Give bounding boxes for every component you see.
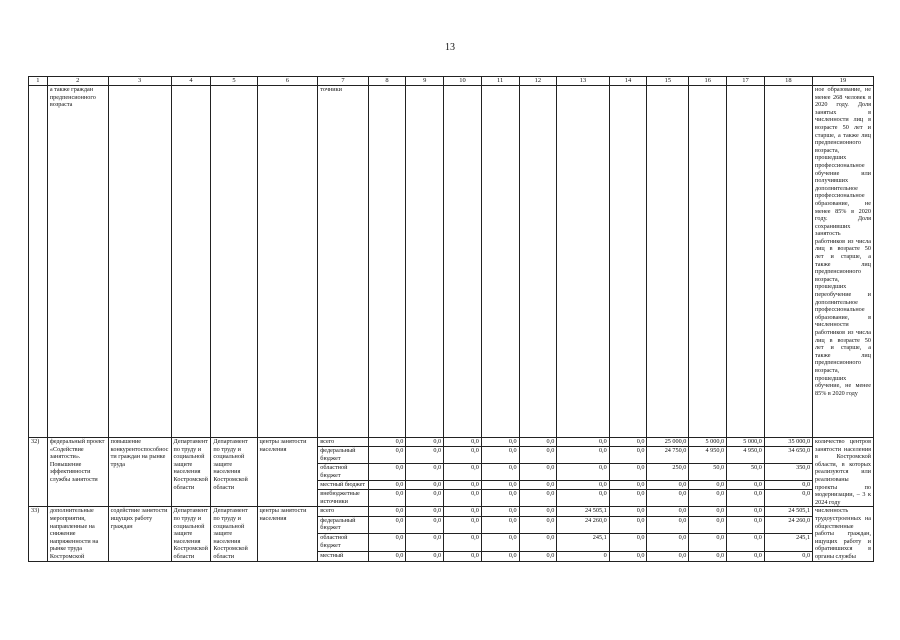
empty-cell — [481, 86, 519, 438]
empty-cell — [29, 86, 48, 438]
value-cell: 0,0 — [406, 464, 444, 481]
table-row — [29, 507, 874, 516]
value-cell: 0,0 — [444, 490, 482, 507]
value-cell: 4 950,0 — [689, 447, 727, 464]
cell-c2: а также граждан предпенсионного возраста — [47, 86, 108, 438]
column-number: 9 — [406, 77, 444, 86]
column-number-row — [29, 77, 874, 86]
funding-source: областной бюджет — [318, 464, 368, 481]
empty-cell — [257, 86, 318, 438]
value-cell: 350,0 — [764, 464, 812, 481]
value-cell: 5 000,0 — [727, 438, 765, 447]
value-cell: 0 — [557, 552, 609, 561]
cell-c19: ное образование, не менее 268 человек в 2020 году. Доля занятых в численности лиц в возрасте 50 лет и старше, а также лиц предпенсионного возраста, прошедших профессиональное обучение или получивших дополнительное профессиональное образование, не менее 85% в 2020 году. Доля сохранивших занятость работников из числа лиц в возрасте 50 лет и старше, а также лиц предпенсионного возраста, прошедших переобучение и дополнительное профессиональное образование, в численности работников из числа лиц в возрасте 50 лет и старше, а также лиц предпенсионного возраста, прошедших обучение, не менее 85% в 2020 году — [813, 86, 874, 438]
value-cell: 0,0 — [764, 552, 812, 561]
value-cell: 0,0 — [519, 534, 557, 552]
value-cell: 0,0 — [727, 490, 765, 507]
value-cell: 5 000,0 — [689, 438, 727, 447]
value-cell: 0,0 — [481, 438, 519, 447]
value-cell: 24 505,1 — [557, 507, 609, 516]
value-cell: 0,0 — [406, 552, 444, 561]
page-number: 13 — [445, 42, 455, 53]
value-cell: 0,0 — [557, 481, 609, 490]
value-cell: 245,1 — [764, 534, 812, 552]
funding-source: местный — [318, 552, 368, 561]
empty-cell — [108, 86, 171, 438]
empty-cell — [171, 86, 211, 438]
value-cell: 0,0 — [557, 490, 609, 507]
value-cell: 0,0 — [609, 481, 647, 490]
value-cell: 0,0 — [647, 516, 689, 534]
value-cell: 0,0 — [519, 516, 557, 534]
value-cell: 0,0 — [647, 507, 689, 516]
empty-cell — [444, 86, 482, 438]
value-cell: 0,0 — [727, 481, 765, 490]
value-cell: 0,0 — [647, 490, 689, 507]
column-number: 19 — [813, 77, 874, 86]
row-number: 32) — [29, 438, 48, 507]
empty-cell — [406, 86, 444, 438]
column-number: 5 — [211, 77, 257, 86]
value-cell: 0,0 — [764, 490, 812, 507]
value-cell: 250,0 — [647, 464, 689, 481]
value-cell: 0,0 — [519, 490, 557, 507]
value-cell: 0,0 — [647, 481, 689, 490]
value-cell: 0,0 — [481, 534, 519, 552]
value-cell: 0,0 — [689, 481, 727, 490]
value-cell: 0,0 — [519, 481, 557, 490]
value-cell: 0,0 — [481, 516, 519, 534]
column-number: 2 — [47, 77, 108, 86]
funding-source: всего — [318, 507, 368, 516]
value-cell: 0,0 — [444, 507, 482, 516]
value-cell: 50,0 — [689, 464, 727, 481]
column-number: 7 — [318, 77, 368, 86]
value-cell: 0,0 — [368, 481, 406, 490]
value-cell: 0,0 — [764, 481, 812, 490]
column-number: 17 — [727, 77, 765, 86]
empty-cell — [609, 86, 647, 438]
value-cell: 24 505,1 — [764, 507, 812, 516]
empty-cell — [368, 86, 406, 438]
value-cell: 0,0 — [609, 464, 647, 481]
value-cell: 34 650,0 — [764, 447, 812, 464]
row-number: 33) — [29, 507, 48, 561]
column-number: 1 — [29, 77, 48, 86]
value-cell: 0,0 — [609, 534, 647, 552]
column-number: 3 — [108, 77, 171, 86]
co-executor: Департамент по труду и социальной защите населения Костромской области — [211, 507, 257, 561]
value-cell: 24 260,0 — [764, 516, 812, 534]
value-cell: 0,0 — [557, 438, 609, 447]
column-number: 16 — [689, 77, 727, 86]
value-cell: 0,0 — [406, 516, 444, 534]
value-cell: 0,0 — [519, 438, 557, 447]
value-cell: 0,0 — [406, 481, 444, 490]
value-cell: 24 750,0 — [647, 447, 689, 464]
value-cell: 0,0 — [727, 534, 765, 552]
value-cell: 0,0 — [368, 490, 406, 507]
empty-cell — [689, 86, 727, 438]
value-cell: 50,0 — [727, 464, 765, 481]
empty-cell — [519, 86, 557, 438]
funding-source: федеральный бюджет — [318, 447, 368, 464]
value-cell: 0,0 — [444, 438, 482, 447]
funding-source: всего — [318, 438, 368, 447]
value-cell: 0,0 — [519, 447, 557, 464]
indicator: количество центров занятости населения в Костромской области, в которых реализуются или реализованы проекты по модернизации, – 3 к 2024 году — [813, 438, 874, 507]
value-cell: 0,0 — [647, 534, 689, 552]
task: повышение конкурентоспособности граждан на рынке труда — [108, 438, 171, 507]
value-cell: 0,0 — [689, 516, 727, 534]
value-cell: 0,0 — [368, 534, 406, 552]
empty-cell — [727, 86, 765, 438]
value-cell: 0,0 — [368, 438, 406, 447]
value-cell: 0,0 — [727, 516, 765, 534]
indicator: численность трудоустроенных на общественные работы граждан, ищущих работу и обратившихся в органы службы — [813, 507, 874, 561]
column-number: 10 — [444, 77, 482, 86]
value-cell: 0,0 — [609, 490, 647, 507]
empty-cell — [557, 86, 609, 438]
value-cell: 0,0 — [444, 447, 482, 464]
value-cell: 0,0 — [406, 447, 444, 464]
value-cell: 0,0 — [689, 490, 727, 507]
value-cell: 0,0 — [689, 534, 727, 552]
value-cell: 0,0 — [444, 464, 482, 481]
value-cell: 0,0 — [444, 552, 482, 561]
value-cell: 0,0 — [368, 507, 406, 516]
responsible: Департамент по труду и социальной защите населения Костромской области — [171, 438, 211, 507]
value-cell: 0,0 — [519, 507, 557, 516]
value-cell: 0,0 — [689, 507, 727, 516]
value-cell: 0,0 — [406, 490, 444, 507]
column-number: 15 — [647, 77, 689, 86]
column-number: 8 — [368, 77, 406, 86]
column-number: 14 — [609, 77, 647, 86]
cell-c7: точники — [318, 86, 368, 438]
value-cell: 245,1 — [557, 534, 609, 552]
value-cell: 0,0 — [647, 552, 689, 561]
value-cell: 0,0 — [406, 507, 444, 516]
value-cell: 24 260,0 — [557, 516, 609, 534]
task: содействие занятости ищущих работу граждан — [108, 507, 171, 561]
value-cell: 0,0 — [727, 552, 765, 561]
value-cell: 0,0 — [609, 438, 647, 447]
value-cell: 0,0 — [609, 507, 647, 516]
value-cell: 0,0 — [481, 507, 519, 516]
value-cell: 0,0 — [557, 464, 609, 481]
co-executor: Департамент по труду и социальной защите населения Костромской области — [211, 438, 257, 507]
column-number: 4 — [171, 77, 211, 86]
funding-source: местный бюджет — [318, 481, 368, 490]
value-cell: 4 950,0 — [727, 447, 765, 464]
responsible: Департамент по труду и социальной защите населения Костромской области — [171, 507, 211, 561]
value-cell: 0,0 — [481, 481, 519, 490]
value-cell: 0,0 — [481, 490, 519, 507]
value-cell: 0,0 — [481, 464, 519, 481]
value-cell: 0,0 — [444, 534, 482, 552]
value-cell: 0,0 — [406, 534, 444, 552]
measure-name: дополнительные мероприятия, направленные на снижение напряженности на рынке труда Костромской — [47, 507, 108, 561]
value-cell: 0,0 — [368, 447, 406, 464]
empty-cell — [211, 86, 257, 438]
value-cell: 0,0 — [444, 481, 482, 490]
column-number: 13 — [557, 77, 609, 86]
funding-source: внебюджетные источники — [318, 490, 368, 507]
column-number: 6 — [257, 77, 318, 86]
value-cell: 0,0 — [519, 464, 557, 481]
continuation-row — [29, 86, 874, 438]
column-number: 18 — [764, 77, 812, 86]
value-cell: 0,0 — [609, 552, 647, 561]
value-cell: 0,0 — [689, 552, 727, 561]
value-cell: 35 000,0 — [764, 438, 812, 447]
value-cell: 0,0 — [406, 438, 444, 447]
empty-cell — [764, 86, 812, 438]
value-cell: 0,0 — [368, 464, 406, 481]
funding-source: федеральный бюджет — [318, 516, 368, 534]
funding-source: областной бюджет — [318, 534, 368, 552]
empty-cell — [647, 86, 689, 438]
value-cell: 0,0 — [481, 552, 519, 561]
value-cell: 0,0 — [557, 447, 609, 464]
value-cell: 0,0 — [444, 516, 482, 534]
column-number: 11 — [481, 77, 519, 86]
value-cell: 0,0 — [481, 447, 519, 464]
participants: центры занятости населения — [257, 507, 318, 561]
participants: центры занятости населения — [257, 438, 318, 507]
value-cell: 25 000,0 — [647, 438, 689, 447]
value-cell: 0,0 — [519, 552, 557, 561]
value-cell: 0,0 — [368, 552, 406, 561]
table-row — [29, 438, 874, 447]
value-cell: 0,0 — [609, 447, 647, 464]
value-cell: 0,0 — [609, 516, 647, 534]
value-cell: 0,0 — [727, 507, 765, 516]
value-cell: 0,0 — [368, 516, 406, 534]
column-number: 12 — [519, 77, 557, 86]
measure-name: федеральный проект «Содействие занятости». Повышение эффективности службы занятости — [47, 438, 108, 507]
program-table — [28, 76, 874, 562]
